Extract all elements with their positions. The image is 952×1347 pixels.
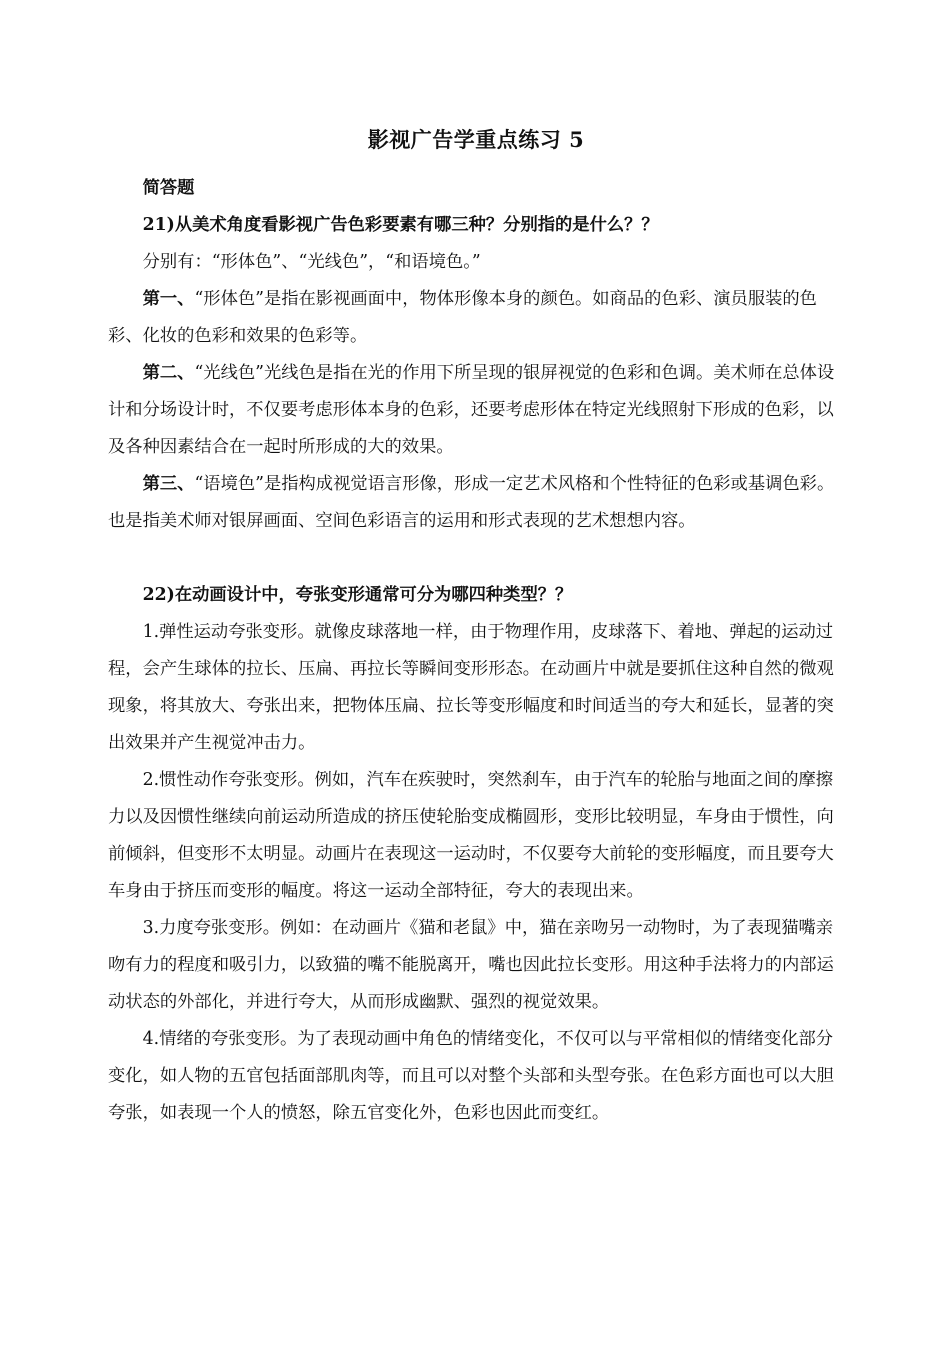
q21-intro: 分别有：“形体色”、“光线色”，“和语境色。” [142, 252, 481, 272]
question-21: 21)从美术角度看影视广告色彩要素有哪三种？分别指的是什么？？ [142, 215, 659, 235]
spacer [108, 540, 848, 577]
page-title: 影视广告学重点练习 5 [367, 127, 585, 152]
q21-item-1-text: “形体色”是指在影视画面中，物体形像本身的颜色。如商品的色彩、演员服装的色彩、化妆的色彩和效果的色彩等。 [108, 289, 817, 346]
q21-item-2 [108, 355, 848, 466]
question-22: 22)在动画设计中，夸张变形通常可分为哪四种类型？？ [142, 585, 573, 605]
q22-item-1: 1.弹性运动夸张变形。就像皮球落地一样，由于物理作用，皮球落下、着地、弹起的运动过程，会产生球体的拉长、压扁、再拉长等瞬间变形形态。在动画片中就是要抓住这种自然的微观现象，将其放大、夸张出来，把物体压扁、拉长等变形幅度和时间适当的夸大和延长，显著的突出效果并产生视觉冲击力。 [108, 622, 834, 753]
q21-item-2-lead: 第二、 [142, 363, 195, 383]
q21-item-3-text: “语境色”是指构成视觉语言形像，形成一定艺术风格和个性特征的色彩或基调色彩。也是指美术师对银屏画面、空间色彩语言的运用和形式表现的艺术想想内容。 [108, 474, 835, 531]
section-heading: 简答题 [142, 178, 195, 198]
q21-item-3-lead: 第三、 [142, 474, 195, 494]
q21-item-1-lead: 第一、 [142, 289, 195, 309]
q21-item-2-text: “光线色”光线色是指在光的作用下所呈现的银屏视觉的色彩和色调。美术师在总体设计和分场设计时，不仅要考虑形体本身的色彩，还要考虑形体在特定光线照射下形成的色彩，以及各种因素结合在一起时所形成的大的效果。 [108, 363, 835, 457]
q22-item-4: 4.情绪的夸张变形。为了表现动画中角色的情绪变化，不仅可以与平常相似的情绪变化部分变化，如人物的五官包括面部肌肉等，而且可以对整个头部和头型夸张。在色彩方面也可以大胆夸张，如表现一个人的愤怒，除五官变化外，色彩也因此而变红。 [108, 1029, 834, 1123]
q21-item-1 [108, 281, 848, 355]
q22-item-2: 2.惯性动作夸张变形。例如，汽车在疾驶时，突然刹车，由于汽车的轮胎与地面之间的摩擦力以及因惯性继续向前运动所造成的挤压使轮胎变成椭圆形，变形比较明显，车身由于惯性，向前倾斜，但变形不太明显。动画片在表现这一运动时，不仅要夸大前轮的变形幅度，而且要夸大车身由于挤压而变形的幅度。将这一运动全部特征，夸大的表现出来。 [108, 770, 834, 901]
document-body [108, 170, 848, 1132]
q21-item-3 [108, 466, 848, 540]
q22-item-3: 3.力度夸张变形。例如：在动画片《猫和老鼠》中，猫在亲吻另一动物时，为了表现猫嘴亲吻有力的程度和吸引力，以致猫的嘴不能脱离开，嘴也因此拉长变形。用这种手法将力的内部运动状态的外部化，并进行夸大，从而形成幽默、强烈的视觉效果。 [108, 918, 834, 1012]
